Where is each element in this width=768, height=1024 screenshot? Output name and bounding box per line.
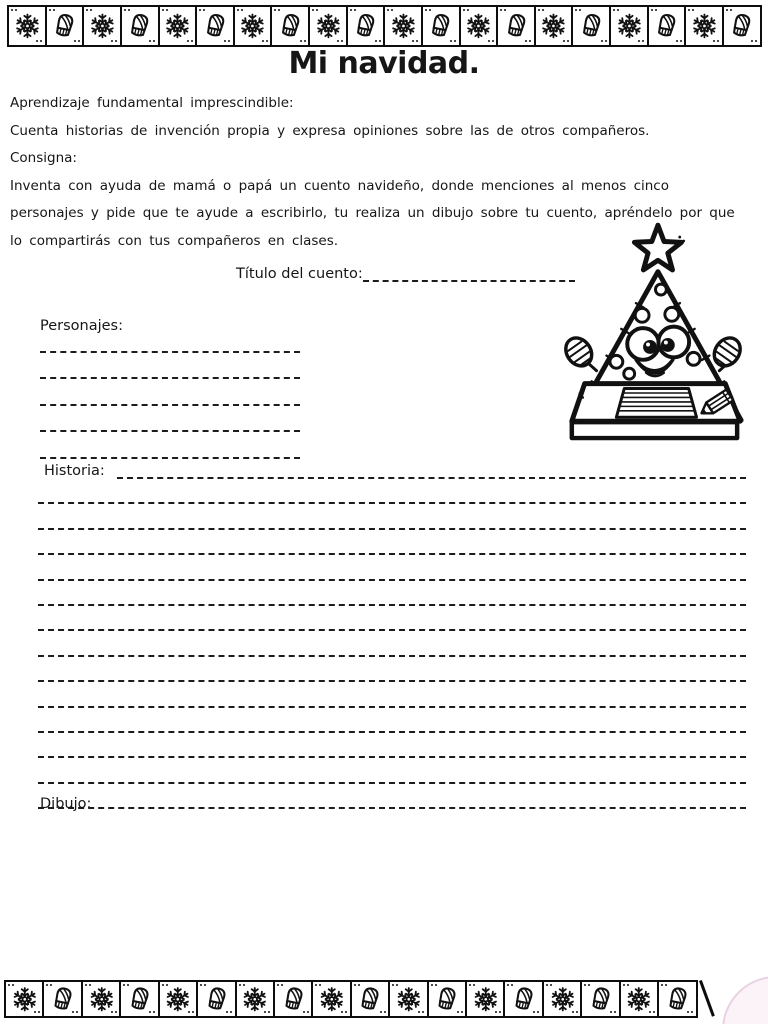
snowflake-icon	[383, 5, 423, 47]
writing-line	[38, 555, 746, 580]
story-writing-line	[117, 473, 746, 479]
consigna-heading: Consigna:	[10, 150, 77, 167]
writing-line	[40, 326, 300, 353]
consigna-text-line: personajes y pide que te ayude a escribirlo, tu realiza un dibujo sobre tu cuento, apréndelo por que	[10, 205, 735, 222]
mitten-icon	[427, 980, 468, 1018]
mitten-icon	[273, 980, 314, 1018]
consigna-text-line: lo compartirás con tus compañeros en clases.	[10, 232, 339, 249]
writing-line	[38, 606, 746, 631]
mitten-icon	[571, 5, 611, 47]
drawing-label: Dibujo:	[40, 796, 92, 812]
mitten-icon	[346, 5, 386, 47]
snowflake-icon	[81, 980, 122, 1018]
consigna-text-line: Inventa con ayuda de mamá o papá un cuento navideño, donde menciones al menos cinco	[10, 177, 669, 194]
mitten-icon	[196, 980, 237, 1018]
snowflake-icon	[4, 980, 45, 1018]
learning-text: Cuenta historias de invención propia y expresa opiniones sobre las de otros compañeros.	[10, 122, 650, 139]
characters-label: Personajes:	[40, 318, 123, 334]
writing-line	[38, 682, 746, 707]
snowflake-icon	[542, 980, 583, 1018]
story-title-field	[236, 260, 575, 282]
writing-line	[38, 784, 746, 809]
mitten-icon	[709, 333, 745, 371]
mitten-icon	[119, 980, 160, 1018]
page-title: Mi navidad.	[288, 46, 480, 81]
writing-line	[40, 379, 300, 406]
snowflake-icon	[158, 5, 198, 47]
story-writing-lines	[38, 479, 746, 809]
writing-line	[38, 708, 746, 733]
star-icon	[634, 225, 681, 270]
mitten-icon	[647, 5, 687, 47]
mitten-icon	[496, 5, 536, 47]
writing-line	[38, 758, 746, 783]
writing-line	[38, 733, 746, 758]
mitten-icon	[421, 5, 461, 47]
mitten-icon	[195, 5, 235, 47]
mitten-icon	[120, 5, 160, 47]
mitten-icon	[503, 980, 544, 1018]
snowflake-icon	[465, 980, 506, 1018]
border-end-line	[699, 980, 714, 1017]
snowflake-icon	[7, 5, 47, 47]
snowflake-icon	[534, 5, 574, 47]
mitten-icon	[270, 5, 310, 47]
story-label-row	[38, 460, 746, 479]
snowflake-icon	[459, 5, 499, 47]
writing-line	[38, 657, 746, 682]
snowflake-icon	[388, 980, 429, 1018]
christmas-tree-illustration	[553, 222, 751, 464]
mitten-icon	[42, 980, 83, 1018]
mitten-icon	[45, 5, 85, 47]
snowflake-icon	[684, 5, 724, 47]
snowflake-icon	[609, 5, 649, 47]
bottom-decorative-border	[4, 980, 698, 1018]
writing-line	[40, 432, 300, 459]
snowflake-icon	[619, 980, 660, 1018]
story-label: Historia:	[44, 463, 105, 479]
writing-line	[38, 504, 746, 529]
mitten-icon	[722, 5, 762, 47]
mitten-icon	[350, 980, 391, 1018]
snowflake-icon	[82, 5, 122, 47]
snowflake-icon	[311, 980, 352, 1018]
mitten-icon	[657, 980, 698, 1018]
writing-line	[38, 479, 746, 504]
mitten-icon	[580, 980, 621, 1018]
writing-line	[38, 530, 746, 555]
writing-line	[38, 631, 746, 656]
snowflake-icon	[235, 980, 276, 1018]
learning-heading: Aprendizaje fundamental imprescindible:	[10, 95, 294, 111]
snowflake-icon	[158, 980, 199, 1018]
top-decorative-border	[7, 5, 762, 47]
snowflake-icon	[308, 5, 348, 47]
writing-line	[40, 353, 300, 380]
writing-line	[38, 581, 746, 606]
story-title-writing-line	[363, 276, 575, 282]
snowflake-icon	[233, 5, 273, 47]
characters-writing-lines	[40, 326, 300, 459]
writing-line	[40, 406, 300, 433]
story-section	[38, 460, 746, 809]
story-title-label: Título del cuento:	[236, 266, 363, 282]
corner-accent-shape	[722, 976, 768, 1024]
